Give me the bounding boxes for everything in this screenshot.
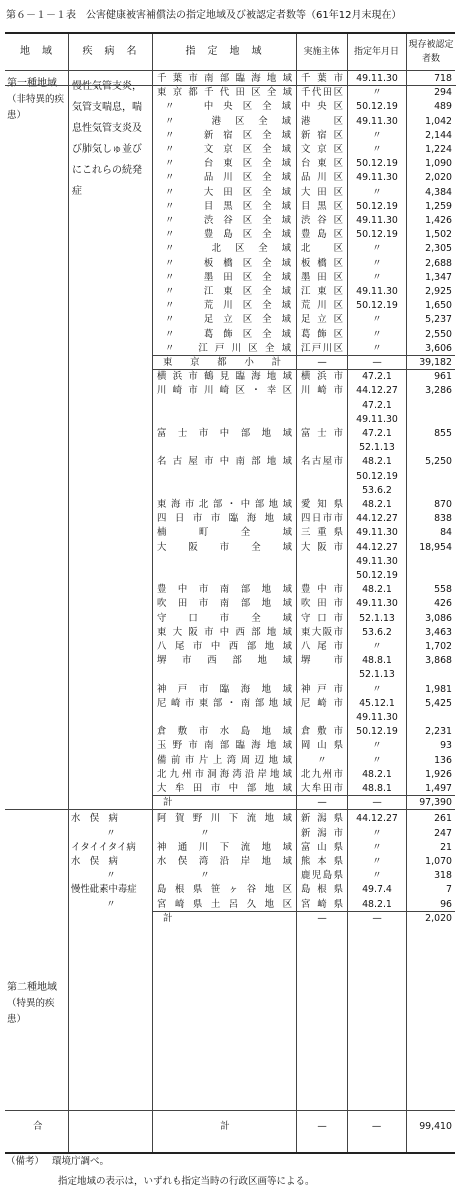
- certified-count: 5,425: [425, 697, 452, 709]
- certified-count: 93: [440, 740, 452, 752]
- designation-date: 〃: [372, 683, 382, 695]
- area-name: 〃 中央区全域: [165, 101, 291, 113]
- header-area: 指 定 地 域: [185, 46, 263, 57]
- designation-date: 45.12.1: [359, 697, 395, 709]
- designation-date: 〃: [372, 841, 382, 853]
- operator: 荒川区: [301, 300, 343, 312]
- designation-date: 〃: [372, 314, 382, 326]
- designation-date: 53.6.2: [362, 484, 392, 496]
- designation-date: —: [372, 912, 382, 924]
- operator: 富山県: [301, 841, 343, 853]
- area-name: 尼崎市東部・南部地域: [157, 697, 292, 709]
- area-name: 〃 品川区全域: [165, 172, 291, 184]
- certified-count: 7: [446, 884, 452, 896]
- subtotal-label: 計: [163, 912, 175, 924]
- group2-type: （特異的疾患）: [7, 998, 55, 1025]
- designation-date: 49.11.30: [356, 215, 398, 226]
- designation-date: 48.2.1: [362, 456, 392, 468]
- designation-date: 44.12.27: [356, 513, 398, 525]
- disease-name: 水 俣 病: [71, 856, 118, 867]
- operator: 四日市市: [301, 513, 343, 525]
- disease-name: イタイイタイ病: [71, 841, 136, 853]
- area-name: 〃 板橋区全域: [165, 257, 291, 269]
- designation-date: 48.8.1: [362, 655, 392, 667]
- area-name: 〃 渋谷区全域: [165, 215, 291, 226]
- operator: 江戸川区: [301, 342, 343, 354]
- operator: 北区: [301, 243, 343, 255]
- area-name: 〃 目黒区全域: [165, 200, 291, 212]
- certified-count: 3,868: [425, 655, 452, 667]
- designation-date: 53.6.2: [362, 626, 392, 638]
- designation-date: 49.11.30: [356, 555, 398, 567]
- grand-total-area: 計: [220, 1121, 230, 1132]
- area-name: 名古屋市中南部地域: [157, 456, 292, 468]
- grand-total-operator: —: [317, 1121, 327, 1132]
- area-name: 宮崎県土呂久地区: [157, 898, 292, 910]
- area-name: 堺市西部地域: [157, 655, 292, 667]
- operator: 大田区: [301, 186, 343, 198]
- operator: —: [317, 797, 327, 809]
- area-name: 〃 豊島区全域: [165, 229, 291, 241]
- area-name: 水俣湾沿岸地域: [157, 856, 292, 867]
- operator: 守口市: [301, 612, 343, 624]
- operator: 千代田区: [301, 87, 343, 99]
- operator: 港区: [301, 115, 343, 127]
- group1-name: 第一種地域: [7, 78, 57, 89]
- operator: 板橋区: [301, 257, 343, 269]
- designation-date: 47.2.1: [362, 371, 392, 383]
- designation-date: 47.2.1: [362, 428, 392, 439]
- certified-count: 3,606: [425, 342, 452, 354]
- area-name: 〃 江戸川区全域: [165, 342, 291, 354]
- certified-count: 136: [434, 754, 452, 766]
- notes-label: （備考）: [6, 1156, 45, 1167]
- notes-line1: 環境庁調べ。: [52, 1156, 110, 1167]
- designation-date: 49.11.30: [356, 73, 398, 84]
- certified-count: 1,090: [425, 158, 452, 170]
- certified-count: 5,250: [425, 456, 452, 468]
- disease-name: 〃: [106, 870, 116, 882]
- operator: 豊中市: [301, 584, 343, 596]
- certified-count: 1,650: [425, 300, 452, 312]
- operator: 大阪市: [301, 541, 343, 553]
- operator: 川崎市: [301, 385, 343, 397]
- operator: 横浜市: [301, 371, 343, 383]
- operator: 葛飾区: [301, 328, 343, 340]
- operator: 新潟県: [301, 813, 343, 825]
- designation-date: 〃: [372, 641, 382, 652]
- operator: 文京区: [301, 144, 343, 155]
- designation-date: 〃: [372, 271, 382, 283]
- grand-total-label: 合: [33, 1121, 43, 1132]
- designation-date: 〃: [372, 87, 382, 99]
- designation-date: 49.7.4: [362, 884, 392, 896]
- group2-name: 第二種地域: [7, 982, 57, 993]
- certified-count: 1,042: [425, 115, 452, 127]
- operator: 台東区: [301, 158, 343, 170]
- designation-date: 48.8.1: [362, 783, 392, 794]
- operator: 倉敷市: [301, 726, 343, 738]
- area-name: 倉敷市水島地域: [157, 726, 292, 738]
- header-region: 地 域: [20, 46, 53, 57]
- area-name: 東大阪市中西部地域: [157, 626, 292, 638]
- operator: 千葉市: [301, 73, 343, 84]
- certified-count: 2,020: [425, 172, 452, 184]
- certified-count: 2,305: [425, 243, 452, 255]
- designation-date: 〃: [372, 243, 382, 255]
- area-name: 〃 大田区全域: [165, 186, 291, 198]
- operator: 大牟田市: [301, 783, 343, 794]
- area-name: 玉野市南部臨海地域: [157, 740, 292, 752]
- area-name: 横浜市鶴見臨海地域: [157, 371, 292, 383]
- designation-date: 49.11.30: [356, 413, 398, 425]
- designation-date: 49.11.30: [356, 527, 398, 539]
- certified-count: 2,925: [425, 286, 452, 297]
- designation-date: 50.12.19: [356, 300, 398, 312]
- area-name: 〃 港区全域: [165, 115, 291, 127]
- area-name: 阿賀野川下流地域: [157, 813, 292, 825]
- certified-count: 5,237: [425, 314, 452, 326]
- certified-count: 1,926: [425, 768, 452, 780]
- grand-total-count: 99,410: [419, 1121, 452, 1132]
- operator: 〃: [317, 754, 327, 766]
- operator: 富士市: [301, 428, 343, 439]
- designation-date: 48.2.1: [362, 499, 392, 510]
- certified-count: 97,390: [419, 797, 452, 809]
- designation-date: 44.12.27: [356, 385, 398, 397]
- designation-date: 〃: [372, 754, 382, 766]
- certified-count: 489: [434, 101, 452, 113]
- certified-count: 426: [434, 598, 452, 610]
- area-name: 〃: [200, 827, 210, 839]
- disease-name: 〃: [106, 898, 116, 910]
- header-disease: 疾 病 名: [82, 46, 138, 57]
- subtotal-label: 計: [163, 797, 175, 809]
- operator: —: [317, 357, 327, 368]
- operator: 吹田市: [301, 598, 343, 610]
- operator: 堺市: [301, 655, 343, 667]
- grand-total-date: —: [371, 1121, 382, 1132]
- subtotal-label: 東京都小計: [163, 357, 283, 368]
- designation-date: 52.1.13: [359, 442, 395, 454]
- operator: 品川区: [301, 172, 343, 184]
- certified-count: 247: [434, 827, 452, 839]
- designation-date: 44.12.27: [356, 541, 398, 553]
- operator: 渋谷区: [301, 215, 343, 226]
- designation-date: 49.11.30: [356, 172, 398, 184]
- designation-date: 49.11.30: [356, 598, 398, 610]
- certified-count: 4,384: [425, 186, 452, 198]
- certified-count: 39,182: [419, 357, 452, 368]
- area-name: 神通川下流地域: [157, 841, 292, 853]
- designation-date: 〃: [372, 328, 382, 340]
- operator: 神戸市: [301, 683, 343, 695]
- certified-count: 1,070: [425, 856, 452, 867]
- operator: 島根県: [301, 884, 343, 896]
- certified-count: 855: [434, 428, 452, 439]
- designation-date: 48.2.1: [362, 768, 392, 780]
- designated-areas-table: [5, 32, 455, 1154]
- area-name: 備前市片上湾周辺地域: [157, 754, 292, 766]
- designation-date: 〃: [372, 870, 382, 882]
- group2-label: [7, 980, 67, 1028]
- designation-date: 〃: [372, 342, 382, 354]
- certified-count: 558: [434, 584, 452, 596]
- operator: 新宿区: [301, 129, 343, 141]
- operator: 尼崎市: [301, 697, 343, 709]
- area-name: 〃: [200, 870, 210, 882]
- certified-count: 1,224: [425, 144, 452, 155]
- designation-date: 50.12.19: [356, 101, 398, 113]
- area-name: 北九州市洞海湾沿岸地域: [157, 768, 292, 780]
- area-name: 八尾市中西部地域: [157, 641, 292, 652]
- designation-date: 49.11.30: [356, 286, 398, 297]
- operator: 目黒区: [301, 200, 343, 212]
- area-name: 〃 北区全域: [165, 243, 291, 255]
- operator: 愛知県: [301, 499, 343, 510]
- col-rule: [68, 34, 69, 1152]
- certified-count: 1,347: [425, 271, 452, 283]
- area-name: 大阪市全域: [157, 541, 292, 553]
- certified-count: 2,020: [425, 912, 452, 924]
- certified-count: 21: [440, 841, 452, 853]
- designation-date: 50.12.19: [356, 229, 398, 241]
- area-name: 島根県笹ヶ谷地区: [157, 884, 292, 896]
- operator: 新潟市: [301, 827, 343, 839]
- operator: 東大阪市: [301, 626, 343, 638]
- designation-date: 47.2.1: [362, 399, 392, 411]
- area-name: 吹田市南部地域: [157, 598, 292, 610]
- area-name: 〃 墨田区全域: [165, 271, 291, 283]
- disease-name: 〃: [106, 827, 116, 839]
- area-name: 川崎市川崎区・幸区: [157, 385, 292, 397]
- certified-count: 961: [434, 371, 452, 383]
- operator: 墨田区: [301, 271, 343, 283]
- certified-count: 1,502: [425, 229, 452, 241]
- certified-count: 84: [440, 527, 452, 539]
- operator: 名古屋市: [301, 456, 343, 468]
- certified-count: 1,981: [425, 683, 452, 695]
- designation-date: —: [372, 797, 382, 809]
- designation-date: 〃: [372, 129, 382, 141]
- area-name: 〃 葛飾区全域: [165, 328, 291, 340]
- designation-date: 52.1.13: [359, 612, 395, 624]
- operator: 中央区: [301, 101, 343, 113]
- group1-disease: 慢性気管支炎，気管支喘息，喘息性気管支炎及び肺気しゅ並びにこれらの続発症: [72, 81, 142, 197]
- area-name: 〃 文京区全域: [165, 144, 291, 155]
- designation-date: 48.2.1: [362, 584, 392, 596]
- disease-name: 慢性砒素中毒症: [71, 884, 137, 896]
- operator: 八尾市: [301, 641, 343, 652]
- designation-date: 44.12.27: [356, 813, 398, 825]
- certified-count: 96: [440, 898, 452, 910]
- certified-count: 870: [434, 499, 452, 510]
- certified-count: 1,497: [425, 783, 452, 794]
- group1-type: （非特異的疾患）: [7, 94, 65, 121]
- certified-count: 3,463: [425, 626, 452, 638]
- notes: [6, 1152, 458, 1192]
- area-name: 〃 江東区全域: [165, 286, 291, 297]
- area-name: 大牟田市中部地域: [157, 783, 292, 794]
- disease-name: 水 俣 病: [71, 813, 118, 825]
- certified-count: 2,550: [425, 328, 452, 340]
- operator: 足立区: [301, 314, 343, 326]
- certified-count: 2,688: [425, 257, 452, 269]
- designation-date: 50.12.19: [356, 570, 398, 581]
- operator: 宮崎県: [301, 898, 343, 910]
- designation-date: 48.2.1: [362, 898, 392, 910]
- designation-date: —: [372, 357, 382, 368]
- designation-date: 〃: [372, 257, 382, 269]
- area-name: 〃 荒川区全域: [165, 300, 291, 312]
- area-name: 神戸市臨海地域: [157, 683, 292, 695]
- area-name: 四日市市臨海地域: [157, 513, 292, 525]
- designation-date: 49.11.30: [356, 712, 398, 723]
- designation-date: 〃: [372, 856, 382, 867]
- operator: 豊島区: [301, 229, 343, 241]
- header-operator: 実施主体: [303, 47, 340, 57]
- certified-count: 318: [434, 870, 452, 882]
- certified-count: 838: [434, 513, 452, 525]
- designation-date: 〃: [372, 740, 382, 752]
- designation-date: 〃: [372, 827, 382, 839]
- designation-date: 50.12.19: [356, 200, 398, 212]
- certified-count: 718: [434, 73, 452, 84]
- certified-count: 1,259: [425, 200, 452, 212]
- designation-date: 50.12.19: [356, 158, 398, 170]
- area-name: 〃 足立区全域: [165, 314, 291, 326]
- certified-count: 294: [434, 87, 452, 99]
- designation-date: 49.11.30: [356, 115, 398, 127]
- area-name: 千葉市南部臨海地域: [157, 73, 292, 84]
- header-count: 現存被認定者数: [408, 40, 454, 64]
- operator: 岡山県: [301, 740, 343, 752]
- certified-count: 2,231: [425, 726, 452, 738]
- area-name: 東海市北部・中部地域: [157, 499, 292, 510]
- designation-date: 50.12.19: [356, 726, 398, 738]
- area-name: 東京都千代田区全域: [157, 87, 292, 99]
- operator: 江東区: [301, 286, 343, 297]
- header-date: 指定年月日: [353, 47, 399, 57]
- designation-date: 〃: [372, 186, 382, 198]
- certified-count: 261: [434, 813, 452, 825]
- area-name: 豊中市南部地域: [157, 584, 292, 596]
- col-rule: [152, 34, 153, 1152]
- operator: 熊本県: [301, 856, 343, 867]
- certified-count: 18,954: [419, 541, 452, 553]
- certified-count: 1,702: [425, 641, 452, 652]
- operator: 鹿児島県: [301, 870, 343, 882]
- designation-date: 50.12.19: [356, 470, 398, 482]
- certified-count: 1,426: [425, 215, 452, 226]
- operator: 北九州市: [301, 768, 343, 780]
- table-title: 第６－１－１表 公害健康被害補償法の指定地域及び被認定者数等（61年12月末現在）: [6, 10, 402, 21]
- area-name: 〃 台東区全域: [165, 158, 291, 170]
- col-rule: [296, 34, 297, 1152]
- designation-date: 〃: [372, 144, 382, 155]
- group1-label: [7, 76, 67, 124]
- area-name: 〃 新宿区全域: [165, 129, 291, 141]
- certified-count: 3,286: [425, 385, 452, 397]
- certified-count: 3,086: [425, 612, 452, 624]
- area-name: 楠町全域: [157, 527, 292, 539]
- row-rule: [5, 809, 455, 810]
- notes-line2: 指定地域の表示は，いずれも指定当時の行政区画等による。: [58, 1176, 315, 1187]
- area-name: 富士市中部地域: [157, 428, 292, 439]
- operator: 三重県: [301, 527, 343, 539]
- operator: —: [317, 912, 327, 924]
- designation-date: 52.1.13: [359, 669, 395, 681]
- area-name: 守口市全域: [157, 612, 292, 624]
- grand-total-rule: [5, 1110, 455, 1111]
- certified-count: 2,144: [425, 129, 452, 141]
